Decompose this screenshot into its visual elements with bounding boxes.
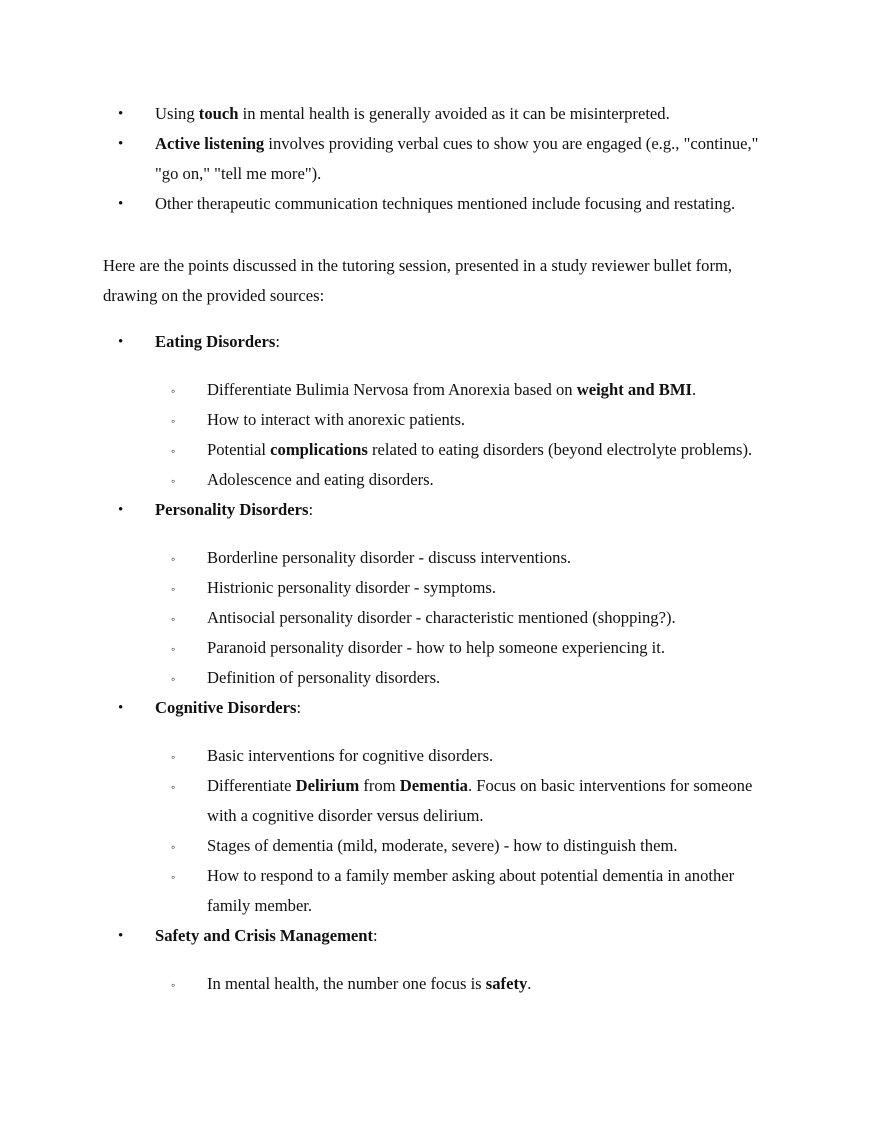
bold-text: complications	[270, 440, 368, 459]
sub-bullet-icon: ◦	[171, 444, 176, 458]
bold-text: touch	[198, 104, 239, 123]
bullet-icon: •	[118, 106, 124, 122]
section-item	[0, 921, 780, 999]
intro-bullet-list	[0, 99, 880, 219]
text-segment: related to eating disorders (beyond electrolyte problems).	[367, 440, 753, 459]
text-segment: Using	[155, 104, 199, 123]
sub-bullet-icon: ◦	[171, 978, 176, 992]
text-segment: Borderline personality disorder - discuss interventions.	[207, 548, 572, 567]
sub-item	[0, 405, 780, 435]
sub-item	[0, 771, 780, 831]
bullet-item	[0, 99, 780, 129]
bullet-icon: •	[118, 196, 124, 212]
text-segment: from	[359, 776, 400, 795]
sub-bullet-icon: ◦	[171, 780, 176, 794]
section-item	[0, 327, 780, 495]
bullet-icon: •	[118, 502, 124, 518]
text-segment: Differentiate	[207, 776, 296, 795]
bullet-item	[0, 189, 780, 219]
colon: :	[275, 332, 280, 351]
bold-text: Dementia	[399, 776, 468, 795]
colon: :	[373, 926, 378, 945]
sub-bullet-icon: ◦	[171, 642, 176, 656]
section-title: Safety and Crisis Management	[155, 926, 374, 945]
sub-bullet-icon: ◦	[171, 672, 176, 686]
sub-item	[0, 861, 780, 921]
sub-item	[0, 465, 780, 495]
sub-bullet-icon: ◦	[171, 582, 176, 596]
sub-item	[0, 633, 780, 663]
sub-bullet-icon: ◦	[171, 870, 176, 884]
text-segment: . Focus on basic interventions for someone with a cognitive disorder versus delirium.	[207, 776, 753, 825]
text-segment: How to interact with anorexic patients.	[207, 410, 466, 429]
sub-bullet-icon: ◦	[171, 750, 176, 764]
bold-text: weight and BMI	[576, 380, 692, 399]
sub-bullet-icon: ◦	[171, 612, 176, 626]
sub-item	[0, 663, 780, 693]
sub-item	[0, 375, 780, 405]
sub-list	[0, 741, 780, 921]
sub-item	[0, 831, 780, 861]
topic-list	[0, 327, 880, 999]
text-segment: How to respond to a family member asking about potential dementia in another family member.	[207, 866, 735, 915]
text-segment: in mental health is generally avoided as it can be misinterpreted.	[238, 104, 670, 123]
sub-item	[0, 435, 780, 465]
sub-bullet-icon: ◦	[171, 840, 176, 854]
sub-item	[0, 543, 780, 573]
sub-item	[0, 741, 780, 771]
text-segment: Differentiate Bulimia Nervosa from Anorexia based on	[207, 380, 577, 399]
colon: :	[308, 500, 314, 519]
section-title: Eating Disorders	[155, 332, 276, 351]
sub-bullet-icon: ◦	[171, 474, 176, 488]
text-segment: Histrionic personality disorder - symptoms.	[207, 578, 496, 597]
sub-item	[0, 969, 780, 999]
text-segment: .	[691, 380, 697, 399]
section-title: Cognitive Disorders	[155, 698, 297, 717]
text-segment: Basic interventions for cognitive disorders.	[207, 746, 494, 765]
sub-bullet-icon: ◦	[171, 552, 176, 566]
bullet-item	[0, 129, 780, 189]
text-segment: Other therapeutic communication techniques mentioned include focusing and restating.	[155, 194, 736, 213]
bullet-icon: •	[118, 700, 124, 716]
sub-item	[0, 573, 780, 603]
section-item	[0, 495, 780, 693]
intro-paragraph: Here are the points discussed in the tutoring session, presented in a study reviewer bullet form, drawing on the provided sources:	[103, 256, 733, 305]
bold-text: Delirium	[295, 776, 360, 795]
bullet-icon: •	[118, 334, 124, 350]
section-title: Personality Disorders	[155, 500, 309, 519]
sub-list	[0, 969, 780, 999]
text-segment: In mental health, the number one focus is	[207, 974, 486, 993]
sub-list	[0, 375, 780, 495]
document-page	[0, 99, 880, 999]
bold-text: Active listening	[155, 134, 265, 153]
text-segment: Antisocial personality disorder - characteristic mentioned (shopping?).	[207, 608, 676, 627]
text-segment: .	[527, 974, 532, 993]
colon: :	[296, 698, 302, 717]
bold-text: safety	[485, 974, 528, 993]
text-segment: Potential	[207, 440, 271, 459]
sub-bullet-icon: ◦	[171, 414, 176, 428]
text-segment: involves providing verbal cues to show you are engaged (e.g., "continue," "go on," "tell me more").	[155, 134, 759, 183]
text-segment: Definition of personality disorders.	[207, 668, 441, 687]
section-item	[0, 693, 780, 921]
text-segment: Paranoid personality disorder - how to help someone experiencing it.	[207, 638, 666, 657]
sub-list	[0, 543, 780, 693]
text-segment: Adolescence and eating disorders.	[207, 470, 434, 489]
bullet-icon: •	[118, 928, 124, 944]
sub-bullet-icon: ◦	[171, 384, 176, 398]
text-segment: Stages of dementia (mild, moderate, severe) - how to distinguish them.	[207, 836, 678, 855]
sub-item	[0, 603, 780, 633]
bullet-icon: •	[118, 136, 124, 152]
